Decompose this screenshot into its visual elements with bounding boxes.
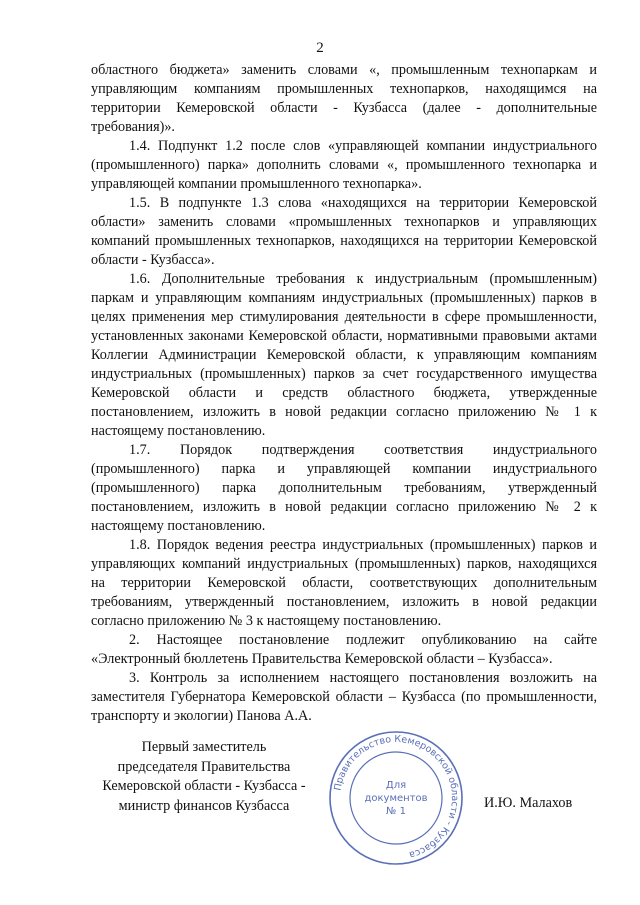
paragraph-1-4: 1.4. Подпункт 1.2 после слов «управляющей компании индустриального (промышленного) парка» дополнить словами «, промышленного технопарка и управляющей компании промышленного технопарка». xyxy=(91,138,597,192)
stamp-ring-text: Правительство Кемеровской области - Кузбасса xyxy=(332,733,461,861)
paragraph-3: 3. Контроль за исполнением настоящего постановления возложить на заместителя Губернатора Кемеровской области – Кузбасса (по промышленности, транспорту и экологии) Панова А.А. xyxy=(91,670,597,724)
signatory-name: И.Ю. Малахов xyxy=(484,795,573,811)
paragraph-1-8: 1.8. Порядок ведения реестра индустриальных (промышленных) парков и управляющих компаний индустриальных (промышленных) парков, находящихся на территории Кемеровской области, соответствующих дополнительным требованиям, утвержденный постановлением, изложить в новой редакции согласно приложению № 3 к настоящему постановлению. xyxy=(91,537,597,629)
official-stamp xyxy=(326,728,466,868)
signatory-title-line: Кемеровской области - Кузбасса - xyxy=(102,778,306,794)
paragraph-1-7: 1.7. Порядок подтверждения соответствия индустриального (промышленного) парка и управляющей компании индустриального (промышленного) парка дополнительным требованиям, утвержденный постановлением, изложить в новой редакции согласно приложению № 2 к настоящему постановлению. xyxy=(91,442,597,534)
paragraph-1-6: 1.6. Дополнительные требования к индустриальным (промышленным) паркам и управляющим компаниям индустриальных (промышленных) парков в целях применения мер стимулирования деятельности в сфере промышленности, установленных законами Кемеровской области, нормативными правовыми актами Коллегии Администрации Кемеровской области, к управляющим компаниям индустриальных (промышленных) парков за счет государственного имущества Кемеровской области и средств областного бюджета, утвержденные постановлением, изложить в новой редакции согласно приложению № 1 к настоящему постановлению. xyxy=(91,271,597,439)
signatory-title-line: председателя Правительства xyxy=(117,758,291,775)
page-number: 2 xyxy=(316,40,324,56)
document-body xyxy=(91,61,597,726)
paragraph-continuation: областного бюджета» заменить словами «, промышленным технопаркам и управляющим компаниям промышленных технопарков, находящимся на территории Кемеровской области - Кузбасса (далее - дополнительные требования)». xyxy=(91,62,597,135)
signatory-title-line: Первый заместитель xyxy=(141,739,267,755)
paragraph-1-5: 1.5. В подпункте 1.3 слова «находящихся на территории Кемеровской области» заменить словами «промышленных технопарков и управляющих компаний промышленных технопарков, находящихся на территории Кемеровской области - Кузбасса». xyxy=(91,195,597,268)
signatory-title-line: министр финансов Кузбасса xyxy=(118,797,290,814)
stamp-center-line: № 1 xyxy=(386,806,406,817)
stamp-center-line: документов xyxy=(364,793,428,804)
paragraph-2: 2. Настоящее постановление подлежит опубликованию на сайте «Электронный бюллетень Правительства Кемеровской области – Кузбасса». xyxy=(91,632,597,667)
stamp-center-line: Для xyxy=(385,780,407,791)
signatory-title xyxy=(96,738,312,816)
